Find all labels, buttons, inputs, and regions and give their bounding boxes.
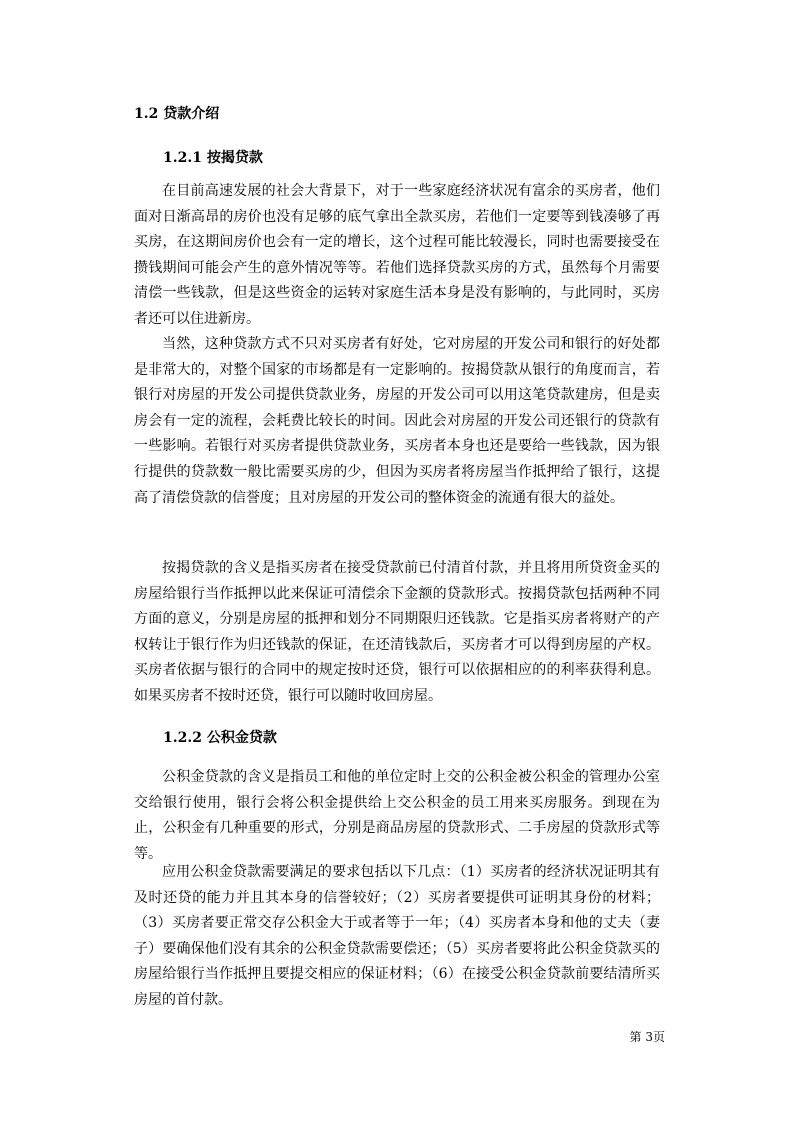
subsection-title-housing-fund: 1.2.2 公积金贷款 xyxy=(163,730,277,746)
paragraph: 按揭贷款的含义是指买房者在接受贷款前已付清首付款，并且将用所贷资金买的房屋给银行当作抵押以此来保证可清偿余下金额的贷款形式。按揭贷款包括两种不同方面的意义，分别是房屋的抵押和划分不同期限归还钱款。它是指买房者将财产的产权转让于银行作为归还钱款的保证，在还清钱款后，买房者才可以得到房屋的产权。买房者依据与银行的合同中的规定按时还贷，银行可以依据相应的的利率获得利息。如果买房者不按时还贷，银行可以随时收回房屋。 xyxy=(134,560,660,704)
paragraph: 当然，这种贷款方式不只对买房者有好处，它对房屋的开发公司和银行的好处都是非常大的，对整个国家的市场都是有一定影响的。按揭贷款从银行的角度而言，若银行对房屋的开发公司提供贷款业务，房屋的开发公司可以用这笔贷款建房，但是卖房会有一定的流程，会耗费比较长的时间。因此会对房屋的开发公司还银行的贷款有一些影响。若银行对买房者提供贷款业务，买房者本身也还是要给一些钱款，因为银行提供的贷款数一般比需要买房的少，但因为买房者将房屋当作抵押给了银行，这提高了清偿贷款的信誉度；且对房屋的开发公司的整体资金的流通有很大的益处。 xyxy=(134,336,660,506)
paragraph: 在目前高速发展的社会大背景下，对于一些家庭经济状况有富余的买房者，他们面对日渐高昂的房价也没有足够的底气拿出全款买房，若他们一定要等到钱凑够了再买房，在这期间房价也会有一定的增长，这个过程可能比较漫长，同时也需要接受在攒钱期间可能会产生的意外情况等等。若他们选择贷款买房的方式，虽然每个月需要清偿一些钱款，但是这些资金的运转对家庭生活本身是没有影响的，与此同时，买房者还可以住进新房。 xyxy=(134,183,660,327)
page-number: 第 3页 xyxy=(629,1030,665,1044)
paragraph: 公积金贷款的含义是指员工和他的单位定时上交的公积金被公积金的管理办公室交给银行使用，银行会将公积金提供给上交公积金的员工用来买房服务。到现在为止，公积金有几种重要的形式，分别是商品房屋的贷款形式、二手房屋的贷款形式等等。 xyxy=(134,769,660,862)
paragraph: 应用公积金贷款需要满足的要求包括以下几点：（1）买房者的经济状况证明其有及时还贷的能力并且其本身的信誉较好；（2）买房者要提供可证明其身份的材料；（3）买房者要正常交存公积金大于或者等于一年；（4）买房者本身和他的丈夫（妻子）要确保他们没有其余的公积金贷款需要偿还；（5）买房者要将此公积金贷款买的房屋给银行当作抵押且要提交相应的保证材料；（6）在接受公积金贷款前要结清所买房屋的首付款。 xyxy=(134,864,660,1008)
subsection-title-mortgage: 1.2.1 按揭贷款 xyxy=(163,150,263,166)
section-heading: 1.2 贷款介绍 xyxy=(134,106,220,122)
